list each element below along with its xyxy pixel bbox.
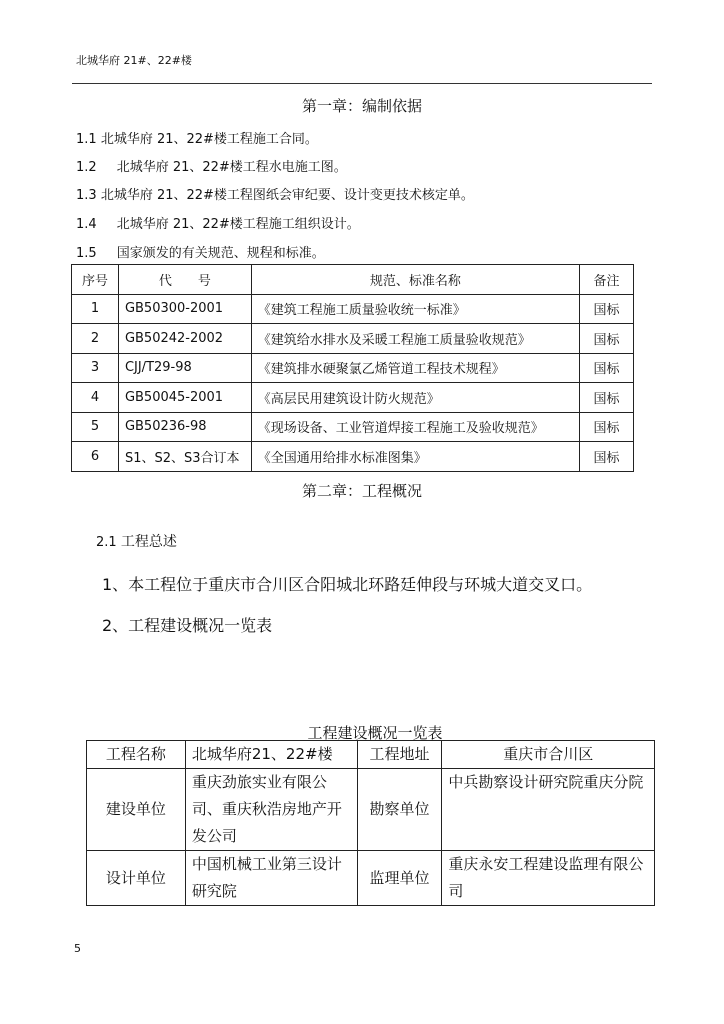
table-row <box>87 851 655 906</box>
running-header: 北城华府 21#、22#楼 <box>76 54 192 67</box>
cell-note: 国标 <box>580 383 634 413</box>
cell-name: 《建筑给水排水及采暖工程施工质量验收规范》 <box>251 324 579 354</box>
basis-item-text: 北城华府 21、22#楼工程图纸会审纪要、设计变更技术核定单。 <box>100 188 474 203</box>
cell-note: 国标 <box>580 353 634 383</box>
cell-value: 重庆市合川区 <box>442 741 655 769</box>
table-header-row <box>72 265 634 295</box>
cell-label: 建设单位 <box>87 769 186 851</box>
overview-para-1: 1、本工程位于重庆市合川区合阳城北环路廷伸段与环城大道交叉口。 <box>102 575 593 594</box>
cell-value: 中国机械工业第三设计研究院 <box>185 851 357 906</box>
cell-label: 监理单位 <box>357 851 442 906</box>
table-row <box>87 769 655 851</box>
cell-value: 重庆劲旅实业有限公司、重庆秋浩房地产开发公司 <box>185 769 357 851</box>
header-note: 备注 <box>580 265 634 295</box>
header-name: 规范、标准名称 <box>251 265 579 295</box>
cell-code: CJJ/T29-98 <box>118 353 251 383</box>
table-row <box>87 741 655 769</box>
cell-name: 《建筑排水硬聚氯乙烯管道工程技术规程》 <box>251 353 579 383</box>
cell-value: 重庆永安工程建设监理有限公司 <box>442 851 655 906</box>
table-row <box>72 442 634 472</box>
cell-no: 4 <box>72 383 119 413</box>
chapter2-title: 第二章：工程概况 <box>301 482 422 500</box>
cell-value: 中兵勘察设计研究院重庆分院 <box>442 769 655 851</box>
basis-item-4 <box>76 213 360 232</box>
basis-item-text: 北城华府 21、22#楼工程施工合同。 <box>100 132 318 147</box>
cell-label: 工程名称 <box>87 741 186 769</box>
cell-no: 5 <box>72 412 119 442</box>
basis-item-text: 北城华府 21、22#楼工程水电施工图。 <box>116 160 347 175</box>
standards-table <box>71 264 634 472</box>
cell-label: 工程地址 <box>357 741 442 769</box>
basis-item-text: 北城华府 21、22#楼工程施工组织设计。 <box>116 217 360 232</box>
cell-code: S1、S2、S3合订本 <box>118 442 251 472</box>
table-row <box>72 324 634 354</box>
cell-note: 国标 <box>580 442 634 472</box>
basis-item-num: 1.3 <box>76 188 97 203</box>
header-no: 序号 <box>72 265 119 295</box>
cell-note: 国标 <box>580 412 634 442</box>
cell-code: GB50236-98 <box>118 412 251 442</box>
overview-table-caption: 工程建设概况一览表 <box>307 724 443 742</box>
cell-name: 《全国通用给排水标准图集》 <box>251 442 579 472</box>
cell-label: 设计单位 <box>87 851 186 906</box>
chapter1-title: 第一章：编制依据 <box>301 97 422 115</box>
table-row <box>72 412 634 442</box>
cell-note: 国标 <box>580 324 634 354</box>
cell-name: 《建筑工程施工质量验收统一标准》 <box>251 294 579 324</box>
page-number: 5 <box>74 942 81 955</box>
basis-item-5 <box>76 242 325 261</box>
cell-name: 《高层民用建筑设计防火规范》 <box>251 383 579 413</box>
table-row <box>72 383 634 413</box>
table-row <box>72 353 634 383</box>
cell-no: 3 <box>72 353 119 383</box>
header-rule <box>72 83 652 84</box>
cell-value: 北城华府21、22#楼 <box>185 741 357 769</box>
cell-no: 2 <box>72 324 119 354</box>
section-heading <box>96 531 177 551</box>
table-row <box>72 294 634 324</box>
basis-item-num: 1.5 <box>76 246 97 261</box>
basis-item-num: 1.4 <box>76 217 97 232</box>
overview-table <box>86 740 655 906</box>
basis-item-num: 1.1 <box>76 132 97 147</box>
overview-para-2: 2、工程建设概况一览表 <box>102 616 273 635</box>
cell-code: GB50300-2001 <box>118 294 251 324</box>
cell-no: 1 <box>72 294 119 324</box>
section-title: 工程总述 <box>120 534 177 550</box>
basis-item-3 <box>76 184 474 203</box>
basis-item-text: 国家颁发的有关规范、规程和标准。 <box>116 246 325 261</box>
cell-no: 6 <box>72 442 119 472</box>
cell-code: GB50242-2002 <box>118 324 251 354</box>
cell-label: 勘察单位 <box>357 769 442 851</box>
section-num: 2.1 <box>96 535 117 550</box>
cell-name: 《现场设备、工业管道焊接工程施工及验收规范》 <box>251 412 579 442</box>
basis-item-1 <box>76 128 318 147</box>
basis-item-2 <box>76 156 347 175</box>
cell-code: GB50045-2001 <box>118 383 251 413</box>
basis-item-num: 1.2 <box>76 160 97 175</box>
header-code: 代 号 <box>118 265 251 295</box>
cell-note: 国标 <box>580 294 634 324</box>
